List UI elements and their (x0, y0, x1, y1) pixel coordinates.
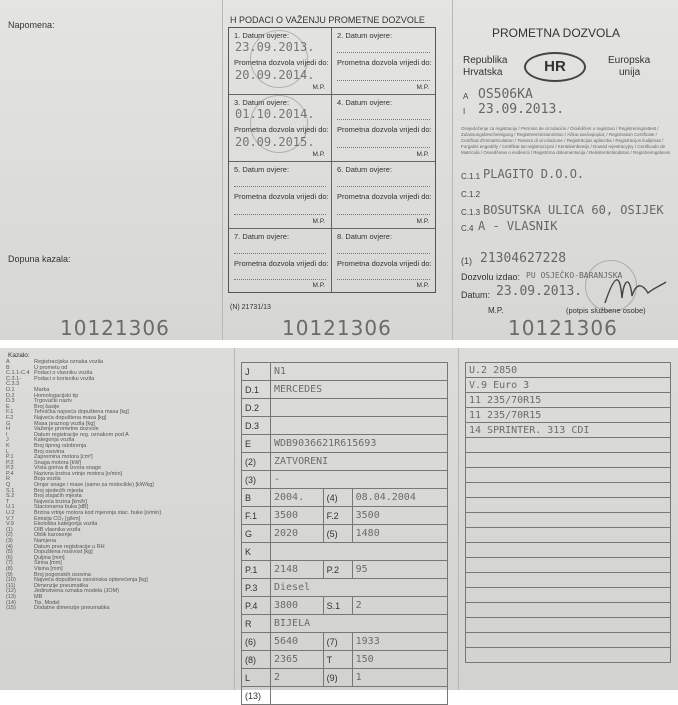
field-value: ZATVORENI (271, 453, 448, 471)
legend-code: E (6, 403, 10, 410)
additional-value: V.9 Euro 3 (466, 378, 671, 393)
vehicle-data-table (241, 362, 448, 705)
legend-description: Dimenzije pneumatika (34, 582, 89, 589)
validity-cell (332, 28, 435, 95)
legend-row (6, 377, 161, 388)
additional-value (466, 543, 671, 558)
legend-description: Trgovački naziv (34, 398, 73, 405)
field-code: T (323, 651, 352, 669)
document-title: PROMETNA DOZVOLA (492, 26, 621, 40)
field-value: BIJELA (271, 615, 448, 633)
table-row (466, 618, 671, 633)
table-row (242, 633, 448, 651)
table-row (242, 399, 448, 417)
valid-until-label: Prometna dozvola vrijedi do: (337, 259, 432, 268)
field-code: P.3 (242, 579, 271, 597)
field-value: 3500 (352, 507, 447, 525)
legend-description: Najveća dopuštena masa [kg] (34, 414, 107, 421)
legend-description: Emisija CO₂ [g/km] (34, 515, 81, 522)
legend-description: Broj osovina (34, 448, 65, 455)
additional-value (466, 453, 671, 468)
table-row (466, 483, 671, 498)
legend-description: Stacionarna buka [dB] (34, 504, 89, 511)
field-code: (2) (242, 453, 271, 471)
valid-until-value: 20.09.2014. (235, 68, 315, 82)
legend-description: Vrsta goriva ili izvora snage (34, 465, 102, 472)
legend-title: Kazalo: (8, 352, 30, 359)
legend-description: Nazivna brzina vrtnje motora [o/min] (34, 470, 123, 477)
legend-code: (10) (6, 577, 16, 584)
legend-code: U.1 (6, 504, 15, 511)
blank-line (234, 214, 326, 215)
mp-label: M.P. (488, 306, 504, 315)
table-row (242, 669, 448, 687)
legend-description: Duljina [mm] (34, 554, 65, 561)
table-row (242, 417, 448, 435)
legend-description: Datum prve registracije u RH (34, 543, 105, 550)
legend-code: C.3.1-C.3.3 (6, 375, 21, 388)
eu-label-1: Europska (608, 55, 651, 66)
table-row (466, 438, 671, 453)
legend-code: L (6, 448, 10, 455)
field-value: 95 (352, 561, 447, 579)
mp-label: M.P. (416, 218, 429, 225)
legend-code: (14) (6, 599, 16, 606)
legend-row (6, 606, 161, 612)
table-row (242, 525, 448, 543)
blank-line (337, 80, 430, 81)
legend-code: H (6, 426, 10, 433)
table-row (466, 648, 671, 663)
additional-value (466, 573, 671, 588)
legend-description: Podaci o vlasniku vozila (34, 370, 93, 377)
signature-caption: (potpis službene osobe) (566, 306, 646, 315)
field-code: J (242, 363, 271, 381)
validity-cell (229, 162, 332, 229)
legend-code: P.2 (6, 459, 14, 466)
table-row (466, 468, 671, 483)
valid-until-label: Prometna dozvola vrijedi do: (234, 58, 329, 67)
additional-value (466, 603, 671, 618)
table-row (242, 453, 448, 471)
valid-until-label: Prometna dozvola vrijedi do: (337, 58, 432, 67)
legend-code: P.1 (6, 454, 14, 461)
field-value (271, 399, 448, 417)
legend-code: T (6, 498, 10, 505)
additional-data-table (465, 362, 671, 663)
valid-until-value: 20.09.2015. (235, 135, 315, 149)
legend-description: Dodatne dimenzije pneumatika (34, 605, 110, 612)
legend-code: P.3 (6, 465, 14, 472)
legend-description: Jedinstvena oznaka modela (JOM) (34, 588, 119, 595)
validity-cell (332, 95, 435, 162)
legend-description: Podaci o korisniku vozila (34, 375, 95, 382)
legend-description: Najveća brzina [km/h] (34, 498, 87, 505)
field-value (271, 417, 448, 435)
fold-line (458, 348, 459, 690)
legend-description: Marka (34, 386, 50, 393)
official-stamp (250, 30, 308, 88)
legend-code: (1) (6, 526, 13, 533)
field-value (271, 543, 448, 561)
legend-code: I (6, 431, 8, 438)
additional-value (466, 513, 671, 528)
owner-oib: 21304627228 (480, 251, 567, 266)
table-row (242, 561, 448, 579)
table-row (466, 498, 671, 513)
field-code: S.1 (323, 597, 352, 615)
serial-number: 10121306 (60, 316, 170, 340)
field-value: 5640 (271, 633, 324, 651)
additional-value: 11 235/70R15 (466, 408, 671, 423)
legend-description: Boja vozila (34, 476, 61, 483)
valid-until-label: Prometna dozvola vrijedi do: (234, 125, 329, 134)
validity-cell (332, 229, 435, 292)
field-code: P.1 (242, 561, 271, 579)
legend-description: Tip, Model (34, 599, 60, 606)
additional-value: U.2 2850 (466, 363, 671, 378)
legend-description: OIB vlasnika vozila (34, 526, 81, 533)
country-label-1: Republika (463, 55, 508, 66)
blank-line (337, 119, 430, 120)
legend-code: (13) (6, 593, 16, 600)
check-date-label: 1. Datum ovjere: (234, 31, 290, 40)
legend-code: U.2 (6, 510, 15, 517)
table-row (242, 597, 448, 615)
legend-description: Ekološka kategorija vozila (34, 521, 98, 528)
validity-cell (229, 229, 332, 292)
blank-line (337, 214, 430, 215)
legend-description: Brzina vrtnje motora kod mjerenja stac. buke [o/min] (34, 510, 161, 517)
mp-label: M.P. (312, 218, 325, 225)
check-date-label: 3. Datum ovjere: (234, 98, 290, 107)
blank-line (337, 279, 430, 280)
table-row (242, 615, 448, 633)
legend-code: R (6, 476, 10, 483)
check-date-label: 5. Datum ovjere: (234, 165, 290, 174)
legend-code: D.2 (6, 392, 15, 399)
field-value: 150 (352, 651, 447, 669)
legend-description: Broj tipnog odobrenja (34, 442, 87, 449)
blank-line (234, 279, 326, 280)
field-value: 3500 (271, 507, 324, 525)
table-row (466, 588, 671, 603)
registration-plate: OS506KA (478, 87, 533, 102)
table-row (242, 579, 448, 597)
field-value: 3800 (271, 597, 324, 615)
field-code: L (242, 669, 271, 687)
field-code-oib: (1) (461, 256, 472, 266)
legend-description: Zapremina motora [cm³] (34, 454, 93, 461)
legend-description: Kategorija vozila (34, 437, 75, 444)
mp-label: M.P. (416, 84, 429, 91)
check-date-label: 4. Datum ovjere: (337, 98, 393, 107)
legend-code: (6) (6, 554, 13, 561)
signature (600, 268, 670, 308)
check-date-value: 01.10.2014. (235, 107, 315, 121)
validity-cell (332, 162, 435, 229)
table-row (466, 423, 671, 438)
table-row (466, 573, 671, 588)
legend-description: Snaga motora [kW] (34, 459, 82, 466)
valid-until-label: Prometna dozvola vrijedi do: (234, 192, 329, 201)
additional-value (466, 633, 671, 648)
check-date-label: 2. Datum ovjere: (337, 31, 393, 40)
additional-value (466, 588, 671, 603)
legend-code: (9) (6, 571, 13, 578)
legend-description: Dopuštena nosivost [kg] (34, 549, 93, 556)
additional-value (466, 648, 671, 663)
valid-until-label: Prometna dozvola vrijedi do: (234, 259, 329, 268)
legend-code: (7) (6, 560, 13, 567)
table-row (466, 558, 671, 573)
field-code-c12: C.1.2 (461, 190, 481, 199)
field-code: (5) (323, 525, 352, 543)
field-code: D.2 (242, 399, 271, 417)
field-value: 2004. (271, 489, 324, 507)
legend-description: Najveća dopuštena osovinska opterećenja [kg] (34, 577, 148, 584)
field-value: 08.04.2004 (352, 489, 447, 507)
field-code: G (242, 525, 271, 543)
check-date-label: 6. Datum ovjere: (337, 165, 393, 174)
field-code: R (242, 615, 271, 633)
field-code: (6) (242, 633, 271, 651)
field-value: 2 (352, 597, 447, 615)
table-row (466, 528, 671, 543)
legend-code: (12) (6, 588, 16, 595)
field-value: 2148 (271, 561, 324, 579)
blank-line (337, 186, 430, 187)
table-row (466, 378, 671, 393)
serial-number: 10121306 (282, 316, 392, 340)
legend-code: Q (6, 482, 11, 489)
table-row (466, 513, 671, 528)
table-row (242, 363, 448, 381)
additional-value (466, 558, 671, 573)
owner-name: PLAGITO D.O.O. (483, 167, 585, 181)
table-row (466, 603, 671, 618)
field-code: B (242, 489, 271, 507)
legend-code: (3) (6, 538, 13, 544)
additional-value (466, 618, 671, 633)
field-value: 1480 (352, 525, 447, 543)
blank-line (337, 147, 430, 148)
blank-line (234, 253, 326, 254)
legend-description: Homologacijski tip (34, 392, 79, 399)
hr-oval-badge: HR (524, 52, 586, 82)
legend-code: (8) (6, 565, 13, 572)
registration-back-sheet (0, 348, 678, 701)
field-code: P.2 (323, 561, 352, 579)
legend-code: P.4 (6, 470, 14, 477)
validity-section-title: H PODACI O VAŽENJU PROMETNE DOZVOLE (230, 15, 425, 25)
legend-code: D.3 (6, 398, 15, 405)
field-value (271, 687, 448, 705)
eu-label-2: unija (619, 67, 641, 78)
field-code: D.3 (242, 417, 271, 435)
mp-label: M.P. (416, 282, 429, 289)
table-row (466, 393, 671, 408)
mp-label: M.P. (312, 84, 325, 91)
field-code: K (242, 543, 271, 561)
fold-line (234, 348, 235, 690)
owner-role: A - VLASNIK (478, 219, 558, 233)
official-stamp (250, 95, 308, 153)
legend-code: V.9 (6, 521, 14, 528)
legend-code: (11) (6, 582, 16, 589)
legend-description: Datum registracije reg. oznakom pod A (34, 431, 129, 438)
legend-description: Visina [mm] (34, 565, 63, 572)
legend-description: MB (34, 593, 43, 600)
legend-description: Broj pogonskih osovina (34, 571, 91, 578)
date-label: Datum: (461, 290, 491, 300)
field-code: (13) (242, 687, 271, 705)
multilingual-title-text: Osvjedočenje za registraciju / Permiso de circulación / Osvědčení o registraci / Registreringsattest / Zulassungsbescheinigung / Registreerimistunnistus / Άδεια κυκλοφορίας / Registration Certificate / Certificat d'immatriculation / Tessera di circolazione / Reģistrācijas apliecība / Registracijos liudijimas / Forgalmi engedély / Certifikat tar-reġistrazzjoni / Kentekenbewijs / Dowód rejestracyjny / Certificado de Matrícula / Osvedčenie o evidencii / Registrirna dokumentacija / Rekisteröintitodistus / Registreringsbevis (461, 126, 671, 155)
field-value: 2365 (271, 651, 324, 669)
field-value: Diesel (271, 579, 448, 597)
field-value: 1933 (352, 633, 447, 651)
issued-by-label: Dozvolu izdao: (461, 272, 521, 282)
field-code: P.4 (242, 597, 271, 615)
blank-line (337, 253, 430, 254)
field-value: 2 (271, 669, 324, 687)
field-code: (7) (323, 633, 352, 651)
dopuna-kazala-label: Dopuna kazala: (8, 254, 71, 264)
legend-description: Namjena (34, 538, 57, 544)
check-date-value: 23.09.2013. (235, 40, 315, 54)
field-code-i: I (463, 107, 466, 116)
field-code: (4) (323, 489, 352, 507)
mp-label: M.P. (312, 151, 325, 158)
field-code: F.2 (323, 507, 352, 525)
additional-value (466, 468, 671, 483)
legend-code: A (6, 359, 10, 365)
check-date-label: 7. Datum ovjere: (234, 232, 290, 241)
serial-number: 10121306 (508, 316, 618, 340)
blank-line (337, 52, 430, 53)
legend-code: K (6, 442, 10, 449)
table-row (242, 507, 448, 525)
field-code-c4: C.4 (461, 224, 474, 233)
field-code: (3) (242, 471, 271, 489)
table-row (242, 489, 448, 507)
field-value: 1 (352, 669, 447, 687)
table-row (466, 453, 671, 468)
owner-address: BOSUTSKA ULICA 60, OSIJEK (483, 203, 664, 217)
legend-code: B (6, 364, 10, 371)
legend-code: (5) (6, 549, 13, 556)
field-code-c13: C.1.3 (461, 208, 481, 217)
additional-value (466, 438, 671, 453)
field-code-c11: C.1.1 (461, 172, 481, 181)
registration-date: 23.09.2013. (478, 102, 565, 117)
additional-value: 14 SPRINTER. 313 CDI (466, 423, 671, 438)
country-label-2: Hrvatska (463, 67, 503, 78)
legend-description: Oblik karoserije (34, 532, 72, 539)
legend-description: U prometu od (34, 364, 68, 371)
legend-code: S.2 (6, 493, 15, 500)
check-date-label: 8. Datum ovjere: (337, 232, 393, 241)
legend-code: S.1 (6, 487, 15, 494)
field-code: D.1 (242, 381, 271, 399)
legend-description: Broj sjedećih mjesta (34, 487, 84, 494)
table-row (466, 543, 671, 558)
field-code-a: A (463, 92, 469, 101)
legend-code: F.2 (6, 414, 14, 421)
table-row (242, 435, 448, 453)
legend-description: Registracijska oznaka vozila (34, 359, 104, 365)
table-row (466, 363, 671, 378)
additional-value (466, 528, 671, 543)
table-row (242, 687, 448, 705)
field-value: - (271, 471, 448, 489)
legend-code: (2) (6, 532, 13, 539)
additional-value (466, 498, 671, 513)
field-value: WDB9036621R615693 (271, 435, 448, 453)
legend-description: Broj stajaćih mjesta (34, 493, 82, 500)
legend-code: F.1 (6, 409, 14, 416)
field-value: MERCEDES (271, 381, 448, 399)
field-legend (6, 360, 161, 612)
fold-line (452, 0, 453, 340)
registration-front-sheet (0, 0, 678, 340)
mp-label: M.P. (416, 151, 429, 158)
legend-description: Masa praznog vozila [kg] (34, 420, 95, 427)
napomena-label: Napomena: (8, 20, 55, 30)
field-code: F.1 (242, 507, 271, 525)
legend-code: (15) (6, 605, 16, 612)
valid-until-label: Prometna dozvola vrijedi do: (337, 125, 432, 134)
mp-label: M.P. (312, 282, 325, 289)
legend-description: Tehnička najveća dopuštena masa [kg] (34, 409, 129, 416)
field-code: (8) (242, 651, 271, 669)
additional-value: 11 235/70R15 (466, 393, 671, 408)
fold-line (222, 0, 223, 340)
table-row (242, 471, 448, 489)
table-row (466, 408, 671, 423)
issue-date: 23.09.2013. (496, 284, 583, 299)
field-value: 2020 (271, 525, 324, 543)
legend-code: C.1.1-C.4 (6, 370, 30, 377)
table-row (242, 381, 448, 399)
legend-code: J (6, 437, 9, 444)
valid-until-label: Prometna dozvola vrijedi do: (337, 192, 432, 201)
issued-by-value: PU OSJEČKO-BARANJSKA (526, 271, 623, 280)
legend-description: Važenje prometne dozvole (34, 426, 99, 433)
form-code: (N) 21731/13 (230, 304, 271, 311)
legend-description: Omjer snage i mase (samo za motocikle) [kW/kg] (34, 482, 154, 489)
legend-code: (4) (6, 543, 13, 550)
field-code: E (242, 435, 271, 453)
table-row (242, 543, 448, 561)
legend-code: D.1 (6, 386, 15, 393)
field-code: (9) (323, 669, 352, 687)
additional-value (466, 483, 671, 498)
blank-line (234, 186, 326, 187)
legend-code: G (6, 420, 11, 427)
table-row (242, 651, 448, 669)
legend-code: V.7 (6, 515, 14, 522)
field-value: N1 (271, 363, 448, 381)
legend-description: Broj šasije (34, 403, 60, 410)
legend-description: Širina [mm] (34, 560, 62, 567)
table-row (466, 633, 671, 648)
